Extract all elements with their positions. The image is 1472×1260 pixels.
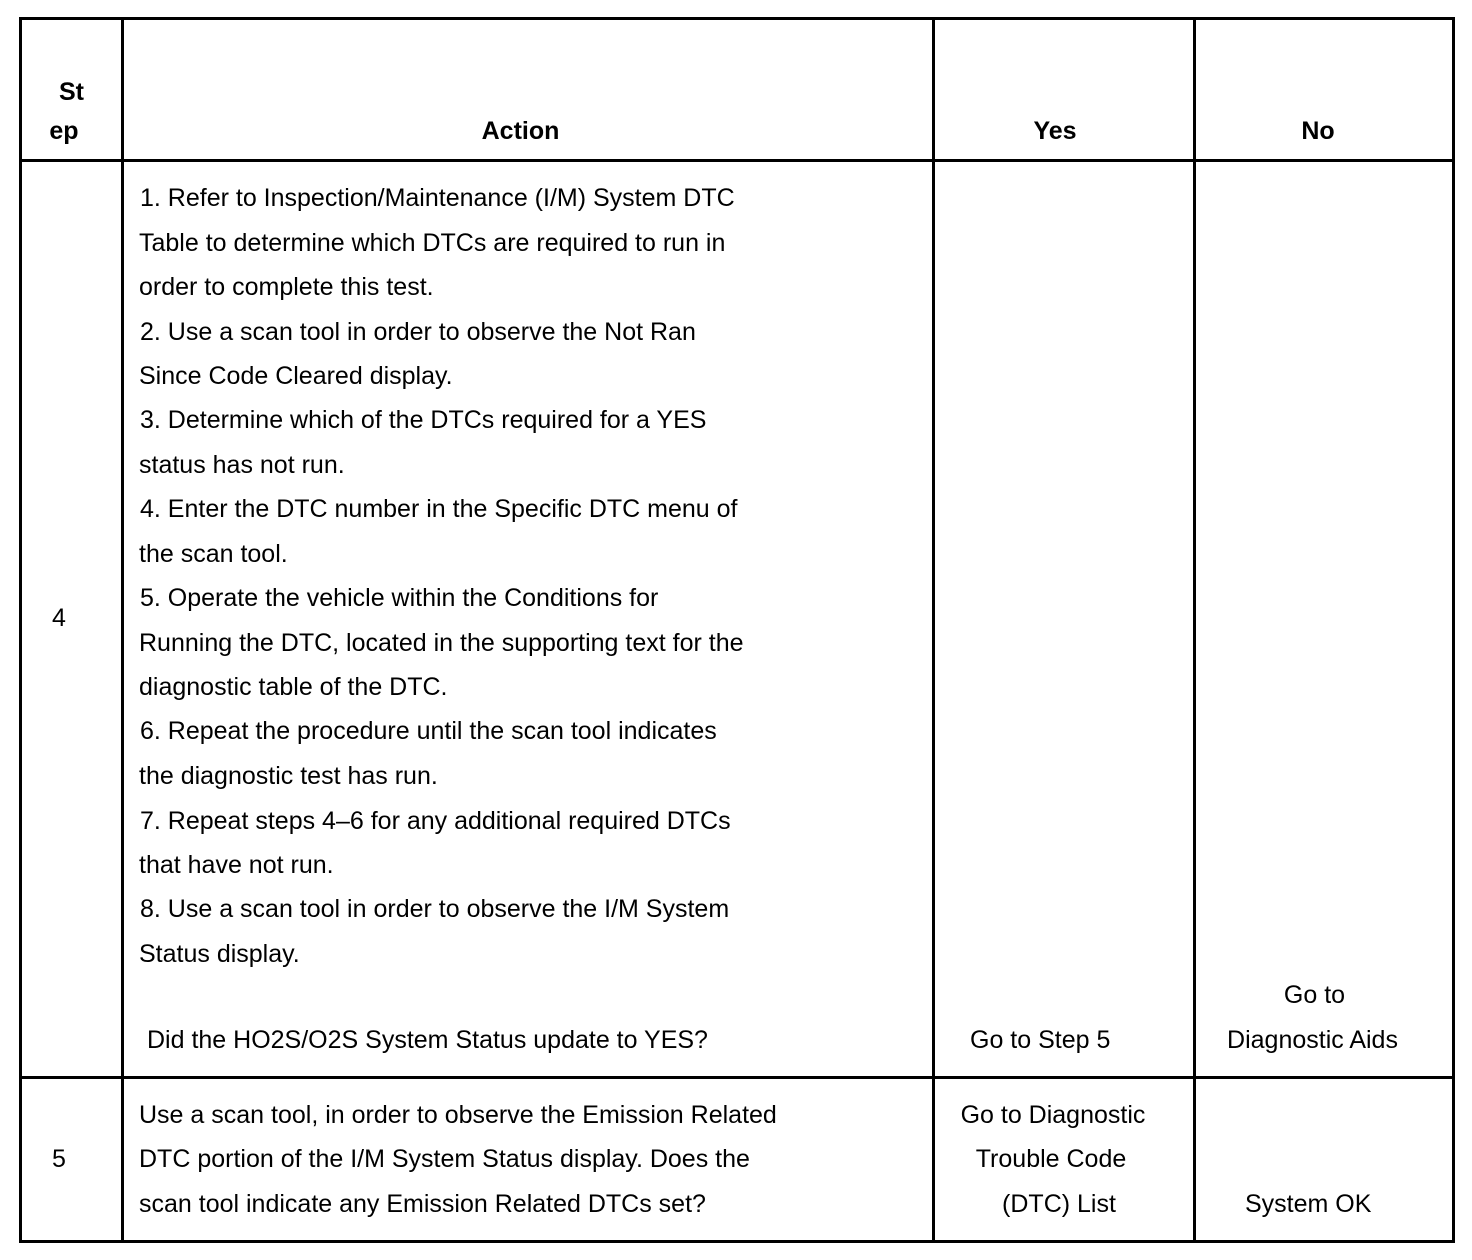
row4-action-line: Since Code Cleared display.: [139, 362, 453, 390]
row4-action-line: 7. Repeat steps 4–6 for any additional required DTCs: [140, 807, 731, 835]
table-rule-yes-no: [1193, 17, 1196, 1243]
row4-action-line: 1. Refer to Inspection/Maintenance (I/M) System DTC: [140, 184, 735, 212]
table-rule-action-yes: [932, 17, 935, 1243]
row4-no-link-line2: Diagnostic Aids: [1227, 1026, 1398, 1054]
row4-action-line: 5. Operate the vehicle within the Conditions for: [140, 584, 659, 612]
table-rule-row4: [19, 1076, 1455, 1079]
row4-action-line: 6. Repeat the procedure until the scan tool indicates: [140, 717, 717, 745]
header-no: No: [1301, 117, 1335, 145]
row4-action-line: the diagnostic test has run.: [139, 762, 438, 790]
row5-yes-link-line: Trouble Code: [975, 1145, 1127, 1173]
row4-yes-link: Go to Step 5: [970, 1026, 1111, 1054]
row5-action-line: scan tool indicate any Emission Related DTCs set?: [139, 1190, 706, 1218]
table-rule-top: [19, 17, 1455, 20]
table-rule-left: [19, 17, 22, 1243]
row4-action-line: order to complete this test.: [139, 273, 434, 301]
row5-step-number: 5: [52, 1145, 66, 1173]
row5-yes-link-line: Go to Diagnostic: [960, 1101, 1146, 1129]
row4-action-line: Table to determine which DTCs are required to run in: [139, 229, 726, 257]
header-step-line2: ep: [49, 117, 79, 145]
row4-action-line: diagnostic table of the DTC.: [139, 673, 448, 701]
row4-action-line: 3. Determine which of the DTCs required for a YES: [140, 406, 707, 434]
row4-action-line: that have not run.: [139, 851, 334, 879]
table-rule-right: [1452, 17, 1455, 1243]
table-rule-step-action: [121, 17, 124, 1243]
row4-no-link-line1: Go to: [1283, 981, 1346, 1009]
row4-action-line: 2. Use a scan tool in order to observe the Not Ran: [140, 318, 696, 346]
row4-action-line: Status display.: [139, 940, 300, 968]
row4-question: Did the HO2S/O2S System Status update to YES?: [147, 1026, 708, 1054]
table-rule-header: [19, 159, 1455, 162]
row4-step-number: 4: [52, 604, 66, 632]
table-rule-bottom: [19, 1240, 1455, 1243]
row5-no-result: System OK: [1245, 1190, 1372, 1218]
row5-action-line: Use a scan tool, in order to observe the Emission Related: [139, 1101, 777, 1129]
header-step-line1: St: [59, 78, 84, 106]
row4-action-line: Running the DTC, located in the supporting text for the: [139, 629, 744, 657]
row4-action-line: status has not run.: [139, 451, 345, 479]
header-action: Action: [481, 117, 560, 145]
row5-action-line: DTC portion of the I/M System Status display. Does the: [139, 1145, 750, 1173]
header-yes: Yes: [1033, 117, 1077, 145]
row4-action-line: 4. Enter the DTC number in the Specific DTC menu of: [140, 495, 738, 523]
row5-yes-link-line: (DTC) List: [1002, 1190, 1116, 1218]
row4-action-line: 8. Use a scan tool in order to observe the I/M System: [140, 895, 730, 923]
row4-action-line: the scan tool.: [139, 540, 288, 568]
